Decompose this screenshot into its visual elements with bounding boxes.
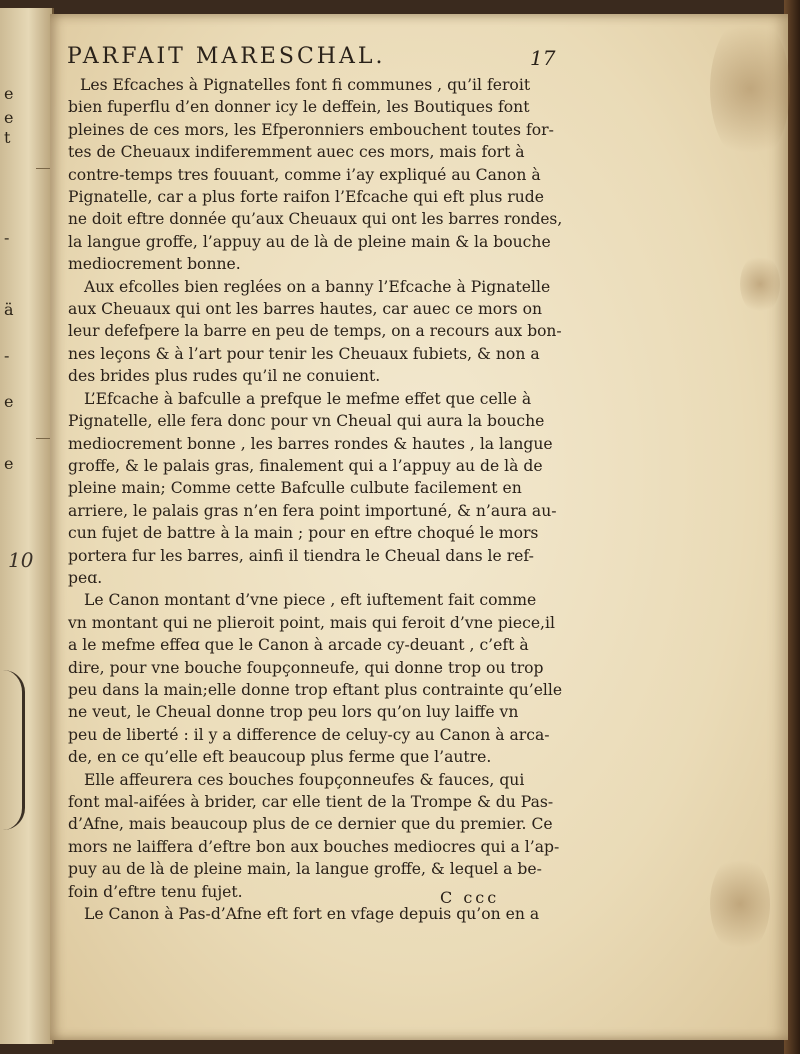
text-line: font mal-aifées à brider, car elle tient de la Trompe & du Pas- [68,793,554,811]
text-line: des brides plus rudes qu’il ne conuient. [68,367,381,386]
edge-letter: e [4,392,14,411]
text-line: cun fujet de battre à la main ; pour en eftre choqué le mors [68,524,539,543]
text-line: bien fuperflu d’en donner icy le deffein, les Boutiques font [68,98,530,117]
text-line: peu dans la main;elle donne trop eftant plus contrainte qu’elle [68,680,563,699]
text-line: pleine main; Comme cette Bafculle culbute facilement en [68,479,522,498]
text-line: Pignatelle, elle fera donc pour vn Cheual qui aura la bouche [68,412,545,431]
text-line: Le Canon montant d’vne piece , eft iuftement fait comme [84,591,537,610]
text-line: tes de Cheuaux indiferemment auec ces mors, mais fort à [68,143,525,162]
text-line: leur defefpere la barre en peu de temps, on a recours aux bon- [68,322,562,341]
text-line: peɑ. [68,568,103,587]
body-text [68,74,562,925]
edge-letter: e [4,108,14,127]
text-line: contre-temps tres fouuant, comme i’ay expliqué au Canon à [68,165,541,184]
text-line: puy au de là de pleine main, la langue groffe, & lequel a be- [68,860,542,879]
running-head: PARFAIT MARESCHAL. [67,44,386,69]
text-line: dire, pour vne bouche foupçonneufe, qui donne trop ou trop [68,658,544,677]
text-line: nes leçons & à l’art pour tenir les Cheuaux fubiets, & non a [68,344,540,363]
text-line: groffe, & le palais gras, finalement qui a l’appuy au de là de [68,456,543,475]
edge-letter: ä [4,300,14,319]
text-line: mediocrement bonne. [68,255,241,274]
margin-note: 10 [8,548,34,572]
text-line: peu de liberté : il y a difference de celuy-cy au Canon à arca- [68,725,550,744]
text-line: L’Efcache à bafculle a prefque le mefme effet que celle à [84,389,532,408]
edge-letter: e [4,84,14,103]
edge-letter: e [4,454,14,473]
text-line: mors ne laiffera d’eftre bon aux bouches mediocres qui a l’ap- [68,837,560,856]
edge-letter: t [4,128,11,147]
catchword: C ccc [440,888,500,907]
text-line: portera fur les barres, ainfi il tiendra le Cheual dans le ref- [68,546,534,565]
foxing-stain [740,254,780,314]
text-line: a le mefme effeɑ que le Canon à arcade cy-deuant , c’eft à [68,636,529,655]
bracket-stub [0,670,25,830]
text-line: Elle affeurera ces bouches foupçonneufes & fauces, qui [84,770,525,789]
facing-page-edge [0,8,54,1044]
edge-letter: - [4,228,10,247]
text-line: vn montant qui ne plieroit point, mais qui feroit d’vne piece,il [68,613,555,632]
foxing-stain [710,854,770,954]
text-line: de, en ce qu’elle eft beaucoup plus ferme que l’autre. [68,748,492,767]
page-number: 17 [530,46,556,70]
text-line: pleines de ces mors, les Efperonniers embouchent toutes for- [68,120,554,139]
text-line: Pignatelle, car a plus forte raifon l’Efcache qui eft plus rude [68,188,545,207]
text-line: foin d’eftre tenu fujet. [68,882,243,901]
text-line: Le Canon à Pas-d’Afne eft fort en vfage depuis qu’on en a [84,905,540,924]
text-line: Aux efcolles bien reglées on a banny l’Efcache à Pignatelle [84,277,551,296]
text-line: arriere, le palais gras n’en fera point importuné, & n’aura au- [68,501,557,520]
text-line: mediocrement bonne , les barres rondes & hautes , la langue [68,434,553,453]
text-line: Les Efcaches à Pignatelles font fi communes , qu’il feroit [80,76,531,94]
edge-letter: - [4,346,10,365]
text-line: la langue groffe, l’appuy au de là de pleine main & la bouche [68,232,551,251]
text-line: d’Afne, mais beaucoup plus de ce dernier que du premier. Ce [68,815,553,834]
text-line: ne veut, le Cheual donne trop peu lors qu’on luy laiffe vn [68,703,519,722]
text-line: aux Cheuaux qui ont les barres hautes, car auec ce mors on [68,300,543,319]
text-line: ne doit eftre donnée qu’aux Cheuaux qui ont les barres rondes, [68,210,563,229]
foxing-stain [710,14,790,164]
